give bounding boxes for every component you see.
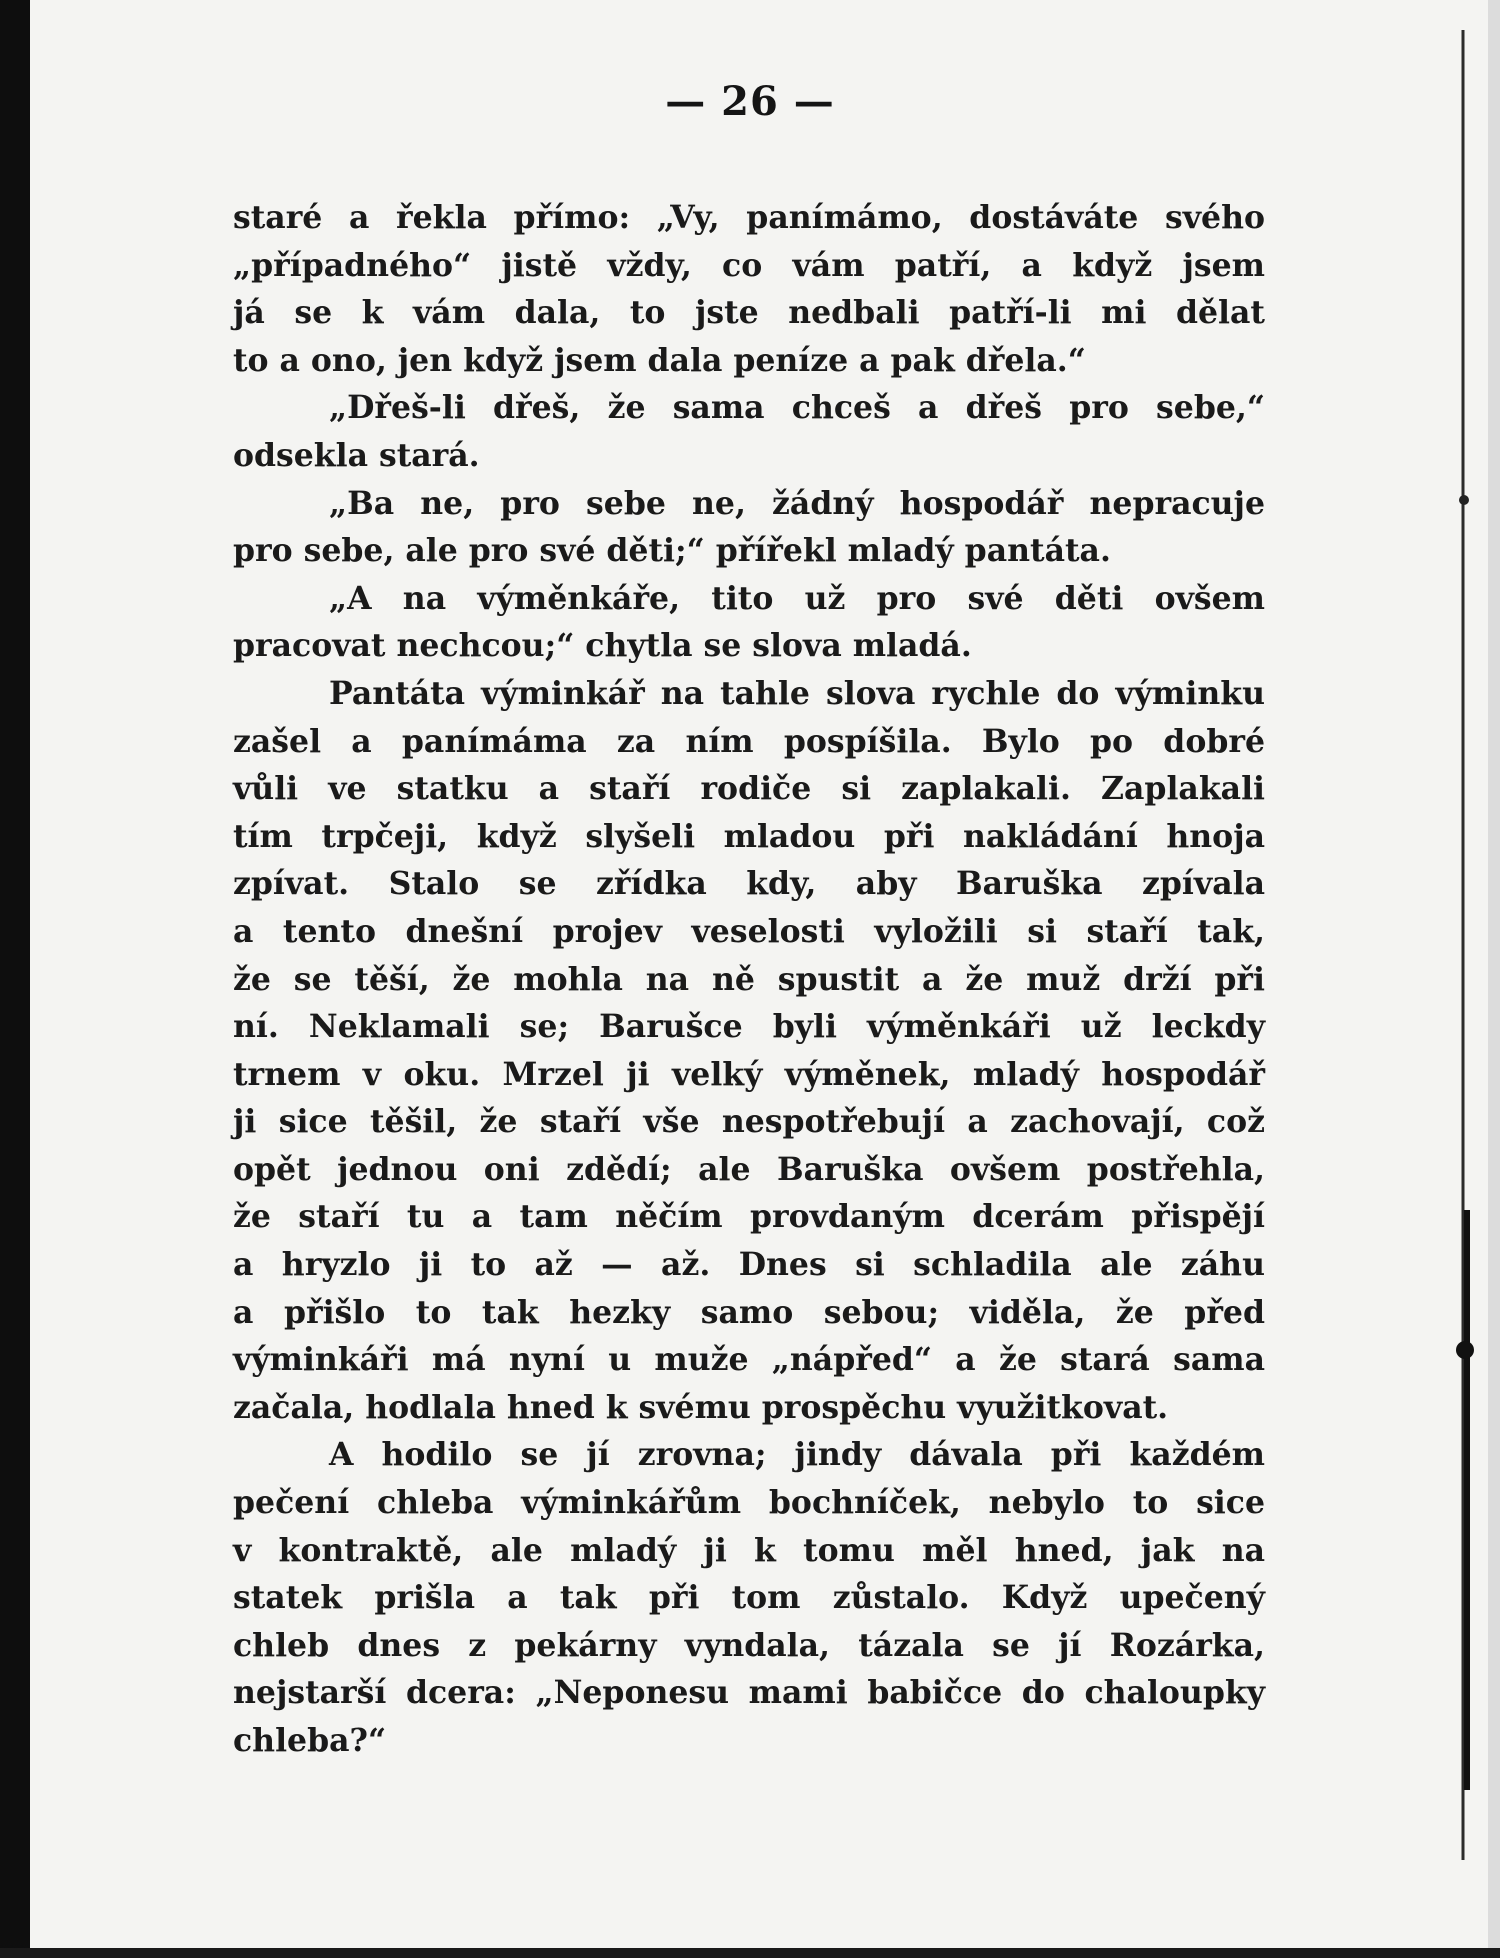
text-line: chleba?“ [233,1722,387,1759]
text-line: já se k vám dala, to jste nedbali patří-li mi dělat [233,294,1265,332]
text-line: že staří tu a tam něčím provdaným dcerám přispějí [233,1198,1265,1236]
text-line: a přišlo to tak hezky samo sebou; viděla, že před [233,1293,1265,1331]
text-line: „Dřeš-li dřeš, že sama chceš a dřeš pro sebe,“ [329,389,1265,427]
text-line: začala, hodlala hned k svému prospěchu využitkovat. [233,1388,1169,1426]
text-line: statek prišla a tak při tom zůstalo. Když upečený [233,1579,1265,1617]
text-line: nejstarší dcera: „Neponesu mami babičce do chaloupky [233,1674,1265,1712]
text-line: ní. Neklamali se; Barušce byli výměnkáři už leckdy [233,1008,1265,1046]
scan-bottom-border [0,1948,1500,1958]
text-line: že se těší, že mohla na ně spustit a že muž drží při [233,960,1265,998]
text-line: zpívat. Stalo se zřídka kdy, aby Baruška zpívala [233,865,1265,903]
text-line: „A na výměnkáře, tito už pro své děti ovšem [329,579,1265,617]
scan-right-border [1488,0,1500,1958]
text-line: v kontraktě, ale mladý ji k tomu měl hned, jak na [233,1531,1265,1569]
text-line: pro sebe, ale pro své děti;“ přířekl mladý pantáta. [233,532,1111,570]
scan-left-border [0,0,30,1958]
page-fold-shadow [1452,30,1474,1860]
text-line: pečení chleba výminkářům bochníček, nebylo to sice [233,1484,1265,1522]
text-line: ji sice těšil, že staří vše nespotřebují a zachovají, což [233,1103,1265,1141]
text-line: výminkáři má nyní u muže „nápřed“ a že stará sama [233,1341,1265,1379]
text-line: a hryzlo ji to až — až. Dnes si schladila ale záhu [233,1246,1265,1284]
text-line: odsekla stará. [233,436,480,474]
text-line: pracovat nechcou;“ chytla se slova mladá. [233,627,972,665]
text-line: „případného“ jistě vždy, co vám patří, a když jsem [233,246,1265,284]
text-line: Pantáta výminkář na tahle slova rychle do výminku [329,674,1265,712]
text-line: „Ba ne, pro sebe ne, žádný hospodář nepracuje [329,484,1265,522]
text-line: trnem v oku. Mrzel ji velký výměnek, mladý hospodář [233,1055,1265,1093]
text-line: vůli ve statku a staří rodiče si zaplakali. Zaplakali [233,770,1265,808]
text-line: staré a řekla přímo: „Vy, panímámo, dostáváte svého [233,199,1265,236]
text-line: to a ono, jen když jsem dala peníze a pak dřela.“ [233,341,1086,379]
text-line: tím trpčeji, když slyšeli mladou při nakládání hnoja [233,817,1265,855]
body-text [233,194,1265,1765]
page-number: — 26 — [665,78,835,125]
text-line: opět jednou oni zdědí; ale Baruška ovšem postřehla, [233,1150,1265,1188]
text-line: a tento dnešní projev veselosti vyložili si staří tak, [233,912,1265,950]
text-line: chleb dnes z pekárny vyndala, tázala se jí Rozárka, [233,1626,1265,1664]
text-line: A hodilo se jí zrovna; jindy dávala při každém [329,1436,1265,1474]
text-line: zašel a panímáma za ním pospíšila. Bylo po dobré [233,722,1265,760]
